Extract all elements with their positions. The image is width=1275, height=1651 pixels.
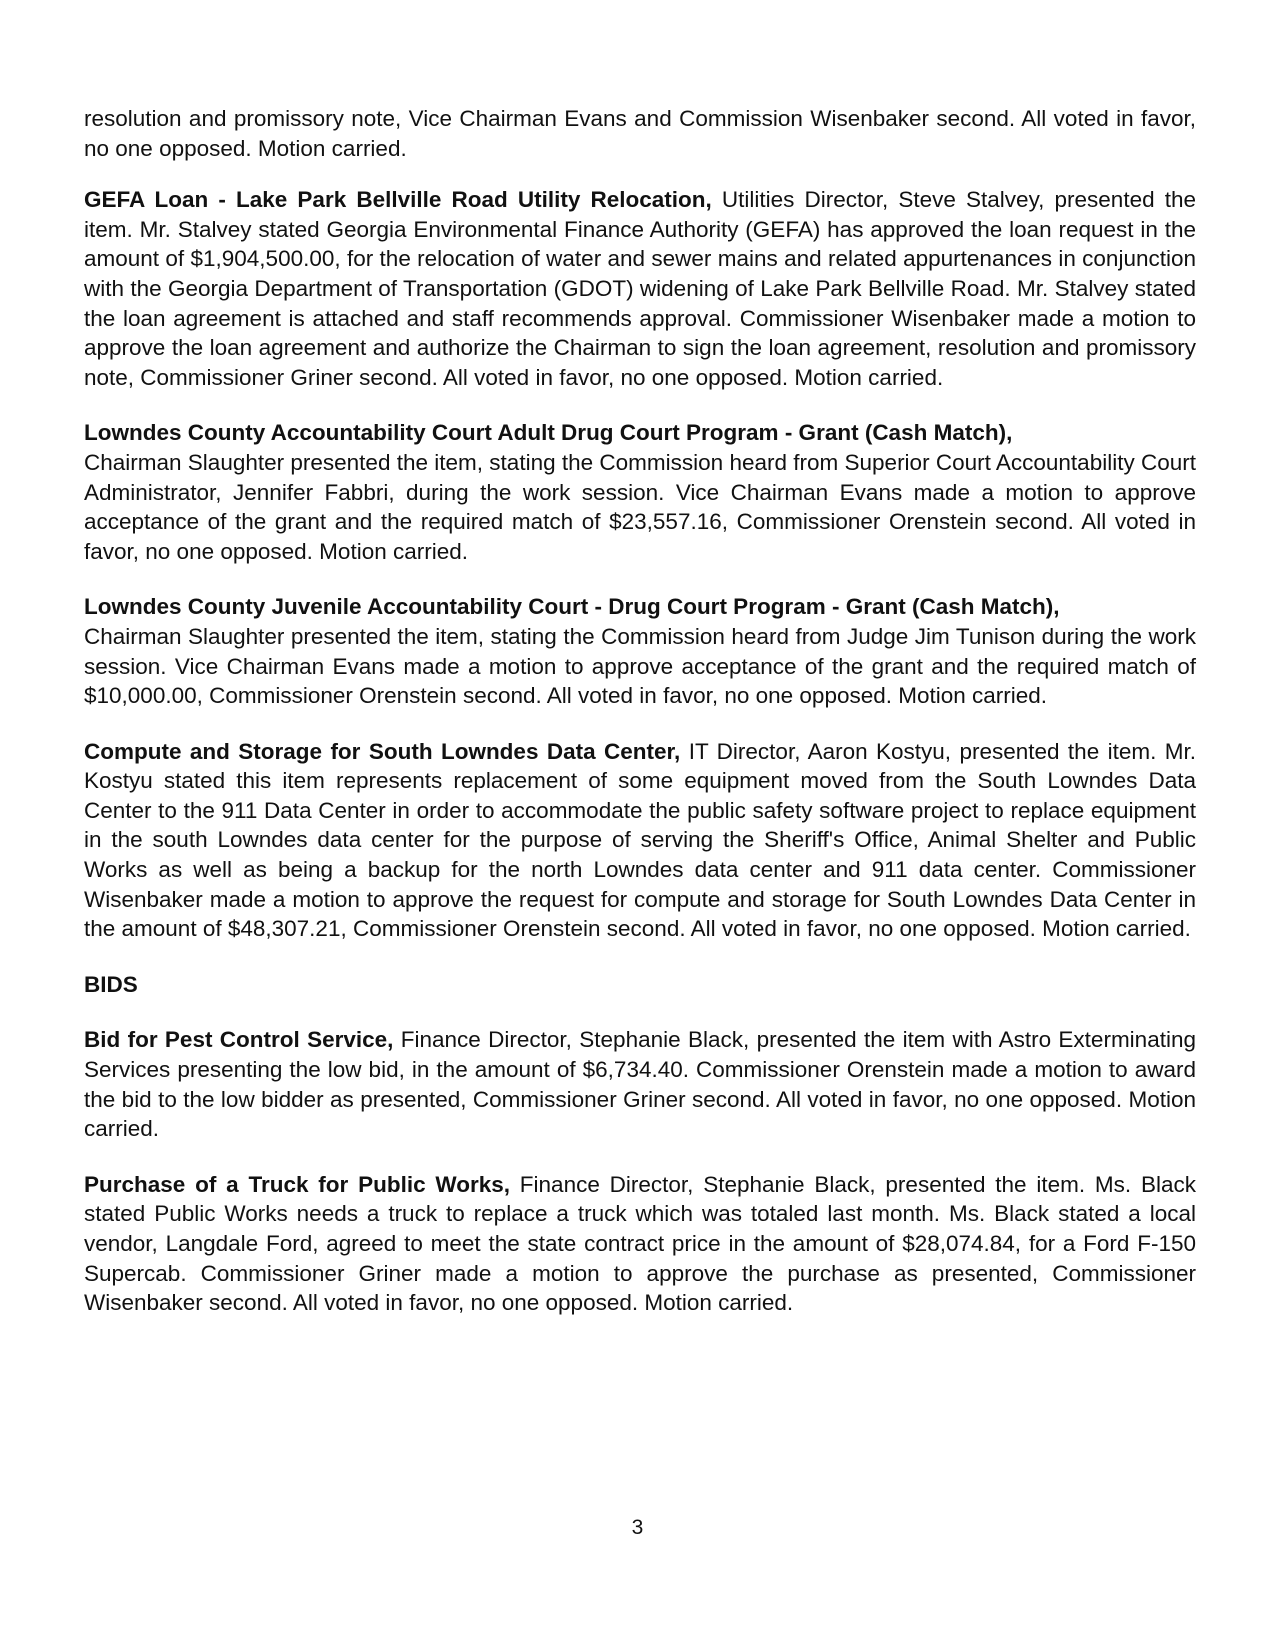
item-title: Lowndes County Juvenile Accountability Court - Drug Court Program - Grant (Cash Match), bbox=[84, 594, 1060, 620]
bid-body: Finance Director, Stephanie Black, presented the item with Astro Exterminating Services presenting the low bid, in the amount of $6,734.40. Commissioner Orenstein made a motion to award the bid to the low bidder as presented, Commissioner Griner second. All voted in favor, no one opposed. Motion carried. bbox=[84, 1027, 1196, 1142]
item-body: IT Director, Aaron Kostyu, presented the item. Mr. Kostyu stated this item represents replacement of some equipment moved from the South Lowndes Data Center to the 911 Data Center in order to accommodate the public safety software project to replace equipment in the south Lowndes data center for the purpose of serving the Sheriff's Office, Animal Shelter and Public Works as well as being a backup for the north Lowndes data center and 911 data center. Commissioner Wisenbaker made a motion to approve the request for compute and storage for South Lowndes Data Center in the amount of $48,307.21, Commissioner Orenstein second. All voted in favor, no one opposed. Motion carried. bbox=[84, 738, 1196, 942]
item-juvenile-drug-court bbox=[84, 592, 1196, 710]
bid-body: Finance Director, Stephanie Black, presented the item. Ms. Black stated Public Works needs a truck to replace a truck which was totaled last month. Ms. Black stated a local vendor, Langdale Ford, agreed to meet the state contract price in the amount of $28,074.84, for a Ford F-150 Supercab. Commissioner Griner made a motion to approve the purchase as presented, Commissioner Wisenbaker second. All voted in favor, no one opposed. Motion carried. bbox=[84, 1171, 1196, 1316]
item-data-center bbox=[84, 737, 1196, 944]
bid-truck-purchase bbox=[84, 1170, 1196, 1318]
item-title: GEFA Loan - Lake Park Bellville Road Utility Relocation, bbox=[84, 187, 712, 213]
page-number: 3 bbox=[631, 1516, 644, 1539]
item-body: Utilities Director, Steve Stalvey, presented the item. Mr. Stalvey stated Georgia Environmental Finance Authority (GEFA) has approved the loan request in the amount of $1,904,500.00, for the relocation of water and sewer mains and related appurtenances in conjunction with the Georgia Department of Transportation (GDOT) widening of Lake Park Bellville Road. Mr. Stalvey stated the loan agreement is attached and staff recommends approval. Commissioner Wisenbaker made a motion to approve the loan agreement and authorize the Chairman to sign the loan agreement, resolution and promissory note, Commissioner Griner second. All voted in favor, no one opposed. Motion carried. bbox=[84, 187, 1196, 390]
bid-pest-control bbox=[84, 1025, 1196, 1143]
item-title: Compute and Storage for South Lowndes Data Center, bbox=[84, 738, 681, 764]
continuation-paragraph: resolution and promissory note, Vice Chairman Evans and Commission Wisenbaker second. All voted in favor, no one opposed. Motion carried. bbox=[84, 106, 1196, 161]
bid-title: Bid for Pest Control Service, bbox=[84, 1027, 394, 1053]
item-adult-drug-court bbox=[84, 418, 1196, 566]
section-heading-bids: BIDS bbox=[84, 971, 138, 997]
item-body: Chairman Slaughter presented the item, stating the Commission heard from Superior Court Accountability Court Administrator, Jennifer Fabbri, during the work session. Vice Chairman Evans made a motion to approve acceptance of the grant and the required match of $23,557.16, Commissioner Orenstein second. All voted in favor, no one opposed. Motion carried. bbox=[84, 449, 1196, 564]
item-title: Lowndes County Accountability Court Adult Drug Court Program - Grant (Cash Match), bbox=[84, 420, 1013, 446]
bid-title: Purchase of a Truck for Public Works, bbox=[84, 1171, 510, 1197]
item-body: Chairman Slaughter presented the item, stating the Commission heard from Judge Jim Tunison during the work session. Vice Chairman Evans made a motion to approve acceptance of the grant and the required match of $10,000.00, Commissioner Orenstein second. All voted in favor, no one opposed. Motion carried. bbox=[84, 623, 1196, 709]
document-page bbox=[84, 104, 1196, 1344]
item-gefa-loan bbox=[84, 185, 1196, 392]
